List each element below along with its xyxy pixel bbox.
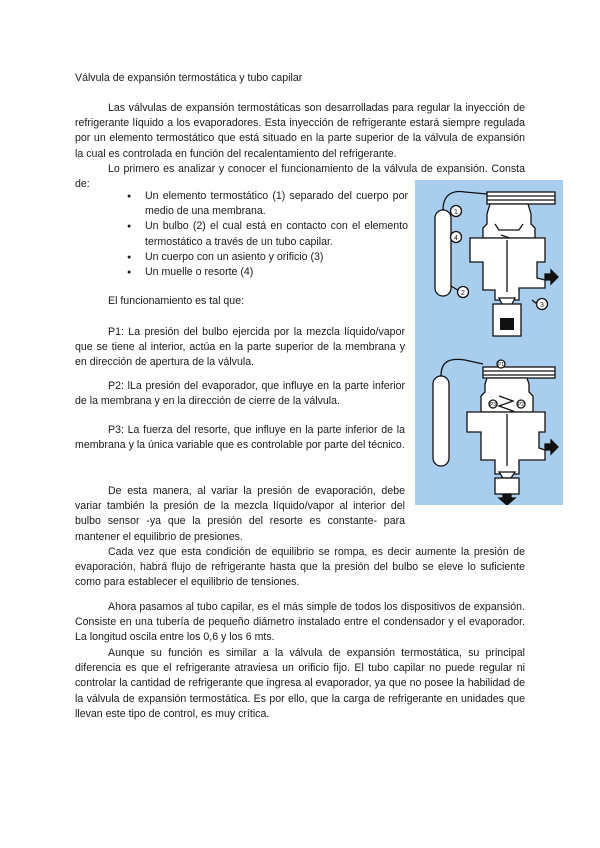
bottom-head-plate <box>483 367 555 378</box>
top-bulb <box>435 210 451 296</box>
list-item: ● Un muelle o resorte (4) <box>125 265 408 280</box>
p3-paragraph: P3: La fuerza del resorte, que influye en la parte inferior de la membrana y la única variable que es controlable por parte del técnico. <box>75 424 405 452</box>
bottom-outlet-pipe <box>495 478 519 494</box>
bottom-valve <box>433 359 558 505</box>
valve-diagram <box>415 180 563 505</box>
label-3-text: 3 <box>540 302 544 309</box>
top-membrane-housing <box>483 204 535 238</box>
p1-paragraph: P1: La presión del bulbo ejercida por la mezcla líquido/vapor que se tiene al interior, actúa en la parte superior de la membrana y en dirección de apertura de la válvula. <box>75 326 405 369</box>
top-head-plate <box>487 192 555 204</box>
list-item: ● Un cuerpo con un asiento y orificio (3) <box>125 250 408 265</box>
top-arrow-icon <box>545 270 558 284</box>
capillary-paragraph: Ahora pasamos al tubo capilar, es el más simple de todos los dispositivos de expansión. Consiste en una tubería de pequeño diámetro instalado entre el condensador y el evaporador. La longitud oscila entre los 0,6 y los 6 mts. <box>75 601 525 644</box>
top-valve <box>435 192 558 336</box>
variation-paragraph: De esta manera, al variar la presión de evaporación, debe variar también la presión de la mezcla líquido/vapor al interior del bulbo sensor -ya que la presión del resorte es constante- para mantener el equilibrio de presiones. <box>75 485 405 543</box>
bottom-membrane-housing <box>481 378 533 412</box>
label-2-text: 2 <box>461 290 465 297</box>
components-list <box>125 189 408 280</box>
document-title: Válvula de expansión termostática y tubo capilar <box>75 72 303 84</box>
p1-top-text: P1 <box>497 362 505 368</box>
label-1-text: 1 <box>454 209 458 216</box>
intro-paragraph: Las válvulas de expansión termostáticas son desarrolladas para regular la inyección de refrigerante líquido a los evaporadores. Esta inyección de refrigerante estará siempre regulada por un elemento termostático que está situado en la parte superior de la válvula de expansión la cual es controlada en función del recalentamiento del refrigerante. <box>75 102 525 160</box>
top-capillary-tube <box>443 192 487 210</box>
label-4-text: 4 <box>454 235 458 242</box>
list-item: ● Un elemento termostático (1) separado del cuerpo por medio de una membrana. <box>125 189 408 219</box>
bottom-capillary-tube <box>441 359 483 376</box>
bottom-valve-body <box>467 412 545 474</box>
bottom-down-arrow-icon <box>499 494 515 505</box>
p3-text: P3 <box>489 402 497 408</box>
p2-text: P2 <box>517 402 525 408</box>
p2-paragraph: P2: lLa presión del evaporador, que influye en la parte inferior de la membrana y en la dirección de cierre de la válvula. <box>75 380 405 408</box>
valve-diagram-svg <box>415 180 563 505</box>
difference-paragraph: Aunque su función es similar a la válvula de expansión termostática, su principal diferencia es que el refrigerante atraviesa un orificio fijo. El tubo capilar no puede regular ni controlar la cantidad de refrigerante que ingresa al evaporador, ya que no posee la habilidad de la válvula de expansión termostática. Es por ello, que la carga de refrigerante en unidades que llevan este tipo de control, es muy crítica. <box>75 647 525 720</box>
bottom-bulb <box>433 376 449 466</box>
bottom-arrow-icon <box>545 440 558 454</box>
list-item: ● Un bulbo (2) el cual está en contacto con el elemento termostático a través de un tubo capilar. <box>125 219 408 249</box>
functioning-intro: El funcionamiento es tal que: <box>108 295 245 307</box>
equilibrium-paragraph: Cada vez que esta condición de equilibrio se rompa, es decir aumente la presión de evaporación, habrá flujo de refrigerante hasta que la presión del bulbo se eleve lo suficiente como para establecer el equilibrio de tensiones. <box>75 546 525 589</box>
analysis-paragraph: Lo primero es analizar y conocer el funcionamiento de la válvula de expansión. Consta de: <box>75 163 525 191</box>
